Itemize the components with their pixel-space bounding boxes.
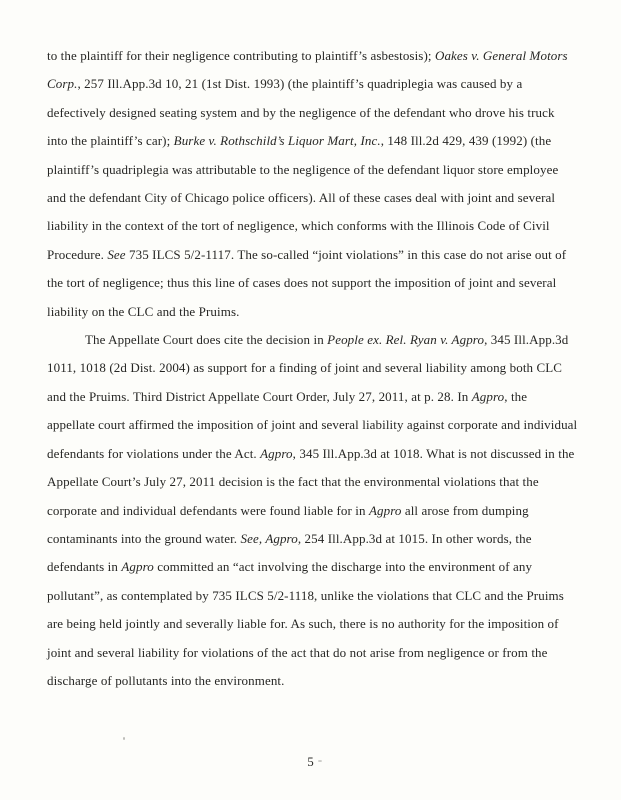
citation-italic: Agpro — [121, 559, 154, 575]
citation-italic: Agpro — [368, 502, 402, 518]
paragraph — [47, 42, 578, 326]
text-run: , 254 Ill.App.3d at 1015. In other words, the defendants in — [47, 530, 532, 575]
citation-italic: Oakes v. General Motors Corp. — [47, 48, 568, 92]
text-run: to the plaintiff for their negligence contributing to plaintiff’s asbestosis); — [47, 48, 435, 63]
citation-italic: Agpro — [260, 445, 293, 461]
body-text — [47, 42, 578, 695]
citation-italic: See — [107, 246, 126, 262]
text-run: 735 ILCS 5/2-1117. The so-called “joint violations” in this case do not arise out of the tort of negligence; thus this line of cases does not support the imposition of joint and several liability on the CLC and the Pruims. — [47, 246, 567, 319]
text-run: , the appellate court affirmed the imposition of joint and several liability against corporate and individual defendants for violations under the Act. — [47, 388, 578, 461]
text-run: , 257 Ill.App.3d 10, 21 (1st Dist. 1993) (the plaintiff’s quadriplegia was caused by a defectively designed seating system and by the negligence of the defendant who drove his truck into the plaintiff’s car); — [47, 76, 555, 149]
citation-italic: See, Agpro — [240, 530, 298, 546]
citation-italic: Burke v. Rothschild’s Liquor Mart, Inc. — [173, 133, 381, 149]
paragraph — [47, 326, 578, 695]
text-run: , 345 Ill.App.3d 1011, 1018 (2d Dist. 2004) as support for a finding of joint and several liability among both CLC and the Pruims. Third District Appellate Court Order, July 27, 2011, at p. 28. In — [47, 332, 569, 404]
page-number: 5 — [307, 754, 314, 769]
text-run: , 345 Ill.App.3d at 1018. What is not discussed in the Appellate Court’s July 27, 2011 decision is the fact that the environmental violations that the corporate and individual defendants were found liable for in — [47, 445, 575, 518]
citation-italic: People ex. Rel. Ryan v. Agpro — [327, 332, 485, 348]
citation-italic: Agpro — [471, 388, 505, 404]
text-run: , 148 Ill.2d 429, 439 (1992) (the plaintiff’s quadriplegia was attributable to the negligence of the defendant liquor store employee and the defendant City of Chicago police officers). All of these cases deal with joint and several liability in the context of the tort of negligence, which conforms with the Illinois Code of Civil Procedure. — [47, 133, 559, 262]
text-run: committed an “act involving the discharge into the environment of any pollutant”, as contemplated by 735 ILCS 5/2-1118, unlike the violations that CLC and the Pruims are being held jointly and severally liable for. As such, there is no authority for the imposition of joint and several liability for violations of the act that do not arise from negligence or from the discharge of pollutants into the environment. — [47, 559, 564, 688]
text-run: all arose from dumping contaminants into the ground water. — [47, 502, 529, 546]
scan-artifact — [123, 737, 125, 740]
scan-artifact — [318, 760, 322, 762]
text-run: The Appellate Court does cite the decision in — [85, 332, 328, 348]
